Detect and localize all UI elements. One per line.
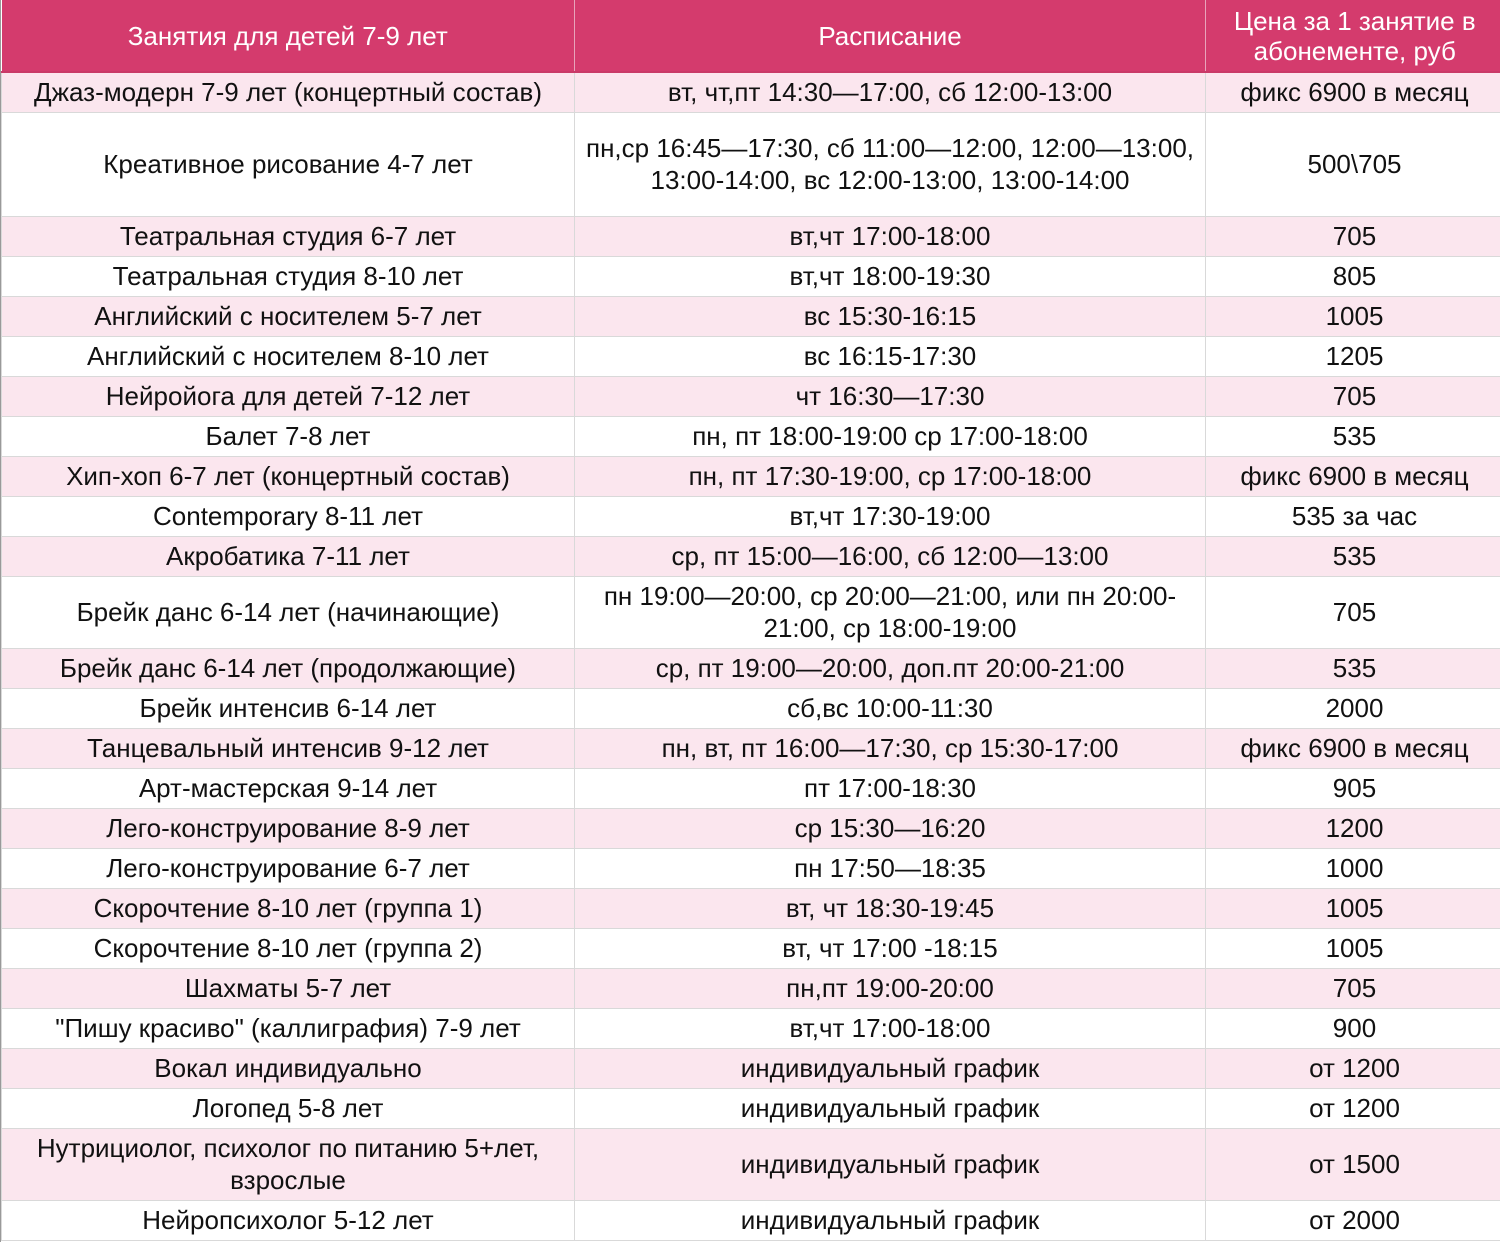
cell-activity[interactable]: Театральная студия 6-7 лет (2, 216, 575, 256)
table-row (2, 1048, 1500, 1088)
cell-schedule[interactable]: вт,чт 18:00-19:30 (575, 256, 1206, 296)
table-row (2, 336, 1500, 376)
cell-activity[interactable]: Английский с носителем 8-10 лет (2, 336, 575, 376)
cell-schedule[interactable]: пн, вт, пт 16:00—17:30, ср 15:30-17:00 (575, 728, 1206, 768)
table-row (2, 536, 1500, 576)
cell-schedule[interactable]: вт,чт 17:00-18:00 (575, 216, 1206, 256)
table-body (2, 72, 1500, 1240)
header-schedule[interactable]: Расписание (575, 0, 1206, 72)
table-row (2, 1128, 1500, 1200)
cell-activity[interactable]: Танцевальный интенсив 9-12 лет (2, 728, 575, 768)
cell-price[interactable]: 535 (1206, 536, 1500, 576)
table-row (2, 928, 1500, 968)
cell-schedule[interactable]: ср, пт 15:00—16:00, сб 12:00—13:00 (575, 536, 1206, 576)
cell-schedule[interactable]: вс 16:15-17:30 (575, 336, 1206, 376)
cell-schedule[interactable]: пн,ср 16:45—17:30, сб 11:00—12:00, 12:00—13:00, 13:00-14:00, вс 12:00-13:00, 13:00-14:00 (575, 112, 1206, 216)
cell-price[interactable]: 805 (1206, 256, 1500, 296)
table-row (2, 768, 1500, 808)
cell-schedule[interactable]: индивидуальный график (575, 1200, 1206, 1240)
cell-activity[interactable]: Арт-мастерская 9-14 лет (2, 768, 575, 808)
cell-schedule[interactable]: чт 16:30—17:30 (575, 376, 1206, 416)
cell-price[interactable]: фикс 6900 в месяц (1206, 456, 1500, 496)
cell-schedule[interactable]: пн, пт 18:00-19:00 ср 17:00-18:00 (575, 416, 1206, 456)
table-row (2, 1008, 1500, 1048)
cell-schedule[interactable]: пн 19:00—20:00, ср 20:00—21:00, или пн 20:00-21:00, ср 18:00-19:00 (575, 576, 1206, 648)
cell-activity[interactable]: Театральная студия 8-10 лет (2, 256, 575, 296)
cell-schedule[interactable]: пн,пт 19:00-20:00 (575, 968, 1206, 1008)
cell-activity[interactable]: Креативное рисование 4-7 лет (2, 112, 575, 216)
cell-price[interactable]: от 1500 (1206, 1128, 1500, 1200)
cell-price[interactable]: 500\705 (1206, 112, 1500, 216)
schedule-table (1, 0, 1500, 1241)
cell-price[interactable]: 1000 (1206, 848, 1500, 888)
cell-schedule[interactable]: индивидуальный график (575, 1128, 1206, 1200)
cell-activity[interactable]: Английский с носителем 5-7 лет (2, 296, 575, 336)
cell-activity[interactable]: Акробатика 7-11 лет (2, 536, 575, 576)
cell-schedule[interactable]: вт, чт,пт 14:30—17:00, сб 12:00-13:00 (575, 72, 1206, 112)
table-row (2, 576, 1500, 648)
cell-schedule[interactable]: вт,чт 17:30-19:00 (575, 496, 1206, 536)
cell-activity[interactable]: Лего-конструирование 6-7 лет (2, 848, 575, 888)
cell-activity[interactable]: Лего-конструирование 8-9 лет (2, 808, 575, 848)
cell-price[interactable]: 905 (1206, 768, 1500, 808)
table-row (2, 1200, 1500, 1240)
cell-activity[interactable]: Хип-хоп 6-7 лет (концертный состав) (2, 456, 575, 496)
cell-price[interactable]: 1005 (1206, 888, 1500, 928)
cell-schedule[interactable]: индивидуальный график (575, 1088, 1206, 1128)
header-price[interactable]: Цена за 1 занятие в абонементе, руб (1206, 0, 1500, 72)
cell-price[interactable]: от 1200 (1206, 1048, 1500, 1088)
cell-schedule[interactable]: индивидуальный график (575, 1048, 1206, 1088)
table-row (2, 1088, 1500, 1128)
cell-price[interactable]: 1200 (1206, 808, 1500, 848)
cell-activity[interactable]: Шахматы 5-7 лет (2, 968, 575, 1008)
cell-price[interactable]: 1205 (1206, 336, 1500, 376)
cell-activity[interactable]: Логопед 5-8 лет (2, 1088, 575, 1128)
table-row (2, 808, 1500, 848)
header-activity[interactable]: Занятия для детей 7-9 лет (2, 0, 575, 72)
cell-price[interactable]: 535 (1206, 648, 1500, 688)
cell-schedule[interactable]: ср, пт 19:00—20:00, доп.пт 20:00-21:00 (575, 648, 1206, 688)
cell-activity[interactable]: Нутрициолог, психолог по питанию 5+лет, взрослые (2, 1128, 575, 1200)
cell-price[interactable]: 705 (1206, 216, 1500, 256)
cell-activity[interactable]: "Пишу красиво" (каллиграфия) 7-9 лет (2, 1008, 575, 1048)
table-header (2, 0, 1500, 72)
cell-price[interactable]: 535 (1206, 416, 1500, 456)
table-row (2, 688, 1500, 728)
cell-price[interactable]: 705 (1206, 376, 1500, 416)
cell-activity[interactable]: Вокал индивидуально (2, 1048, 575, 1088)
table-row (2, 848, 1500, 888)
cell-activity[interactable]: Брейк интенсив 6-14 лет (2, 688, 575, 728)
table-row (2, 968, 1500, 1008)
cell-activity[interactable]: Нейройога для детей 7-12 лет (2, 376, 575, 416)
cell-schedule[interactable]: пт 17:00-18:30 (575, 768, 1206, 808)
cell-price[interactable]: 1005 (1206, 296, 1500, 336)
cell-schedule[interactable]: вт,чт 17:00-18:00 (575, 1008, 1206, 1048)
table-row (2, 216, 1500, 256)
table-row (2, 416, 1500, 456)
table-row (2, 72, 1500, 112)
cell-price[interactable]: от 2000 (1206, 1200, 1500, 1240)
cell-activity[interactable]: Нейропсихолог 5-12 лет (2, 1200, 575, 1240)
cell-activity[interactable]: Скорочтение 8-10 лет (группа 2) (2, 928, 575, 968)
sheet-left-border (0, 0, 1, 1242)
cell-price[interactable]: фикс 6900 в месяц (1206, 72, 1500, 112)
cell-activity[interactable]: Contemporary 8-11 лет (2, 496, 575, 536)
cell-price[interactable]: 535 за час (1206, 496, 1500, 536)
table-row (2, 296, 1500, 336)
cell-price[interactable]: 2000 (1206, 688, 1500, 728)
cell-activity[interactable]: Балет 7-8 лет (2, 416, 575, 456)
cell-activity[interactable]: Брейк данс 6-14 лет (продолжающие) (2, 648, 575, 688)
cell-schedule[interactable]: пн 17:50—18:35 (575, 848, 1206, 888)
cell-price[interactable]: 705 (1206, 576, 1500, 648)
cell-price[interactable]: 900 (1206, 1008, 1500, 1048)
table-row (2, 496, 1500, 536)
table-row (2, 728, 1500, 768)
cell-schedule[interactable]: вс 15:30-16:15 (575, 296, 1206, 336)
cell-schedule[interactable]: ср 15:30—16:20 (575, 808, 1206, 848)
cell-activity[interactable]: Брейк данс 6-14 лет (начинающие) (2, 576, 575, 648)
cell-price[interactable]: от 1200 (1206, 1088, 1500, 1128)
cell-schedule[interactable]: вт, чт 18:30-19:45 (575, 888, 1206, 928)
cell-price[interactable]: 705 (1206, 968, 1500, 1008)
cell-schedule[interactable]: пн, пт 17:30-19:00, ср 17:00-18:00 (575, 456, 1206, 496)
table-row (2, 112, 1500, 216)
cell-schedule[interactable]: сб,вс 10:00-11:30 (575, 688, 1206, 728)
cell-activity[interactable]: Джаз-модерн 7-9 лет (концертный состав) (2, 72, 575, 112)
table-row (2, 456, 1500, 496)
table-row (2, 888, 1500, 928)
table-row (2, 376, 1500, 416)
cell-schedule[interactable]: вт, чт 17:00 -18:15 (575, 928, 1206, 968)
cell-activity[interactable]: Скорочтение 8-10 лет (группа 1) (2, 888, 575, 928)
table-row (2, 648, 1500, 688)
table-row (2, 256, 1500, 296)
header-row (2, 0, 1500, 72)
cell-price[interactable]: 1005 (1206, 928, 1500, 968)
cell-price[interactable]: фикс 6900 в месяц (1206, 728, 1500, 768)
